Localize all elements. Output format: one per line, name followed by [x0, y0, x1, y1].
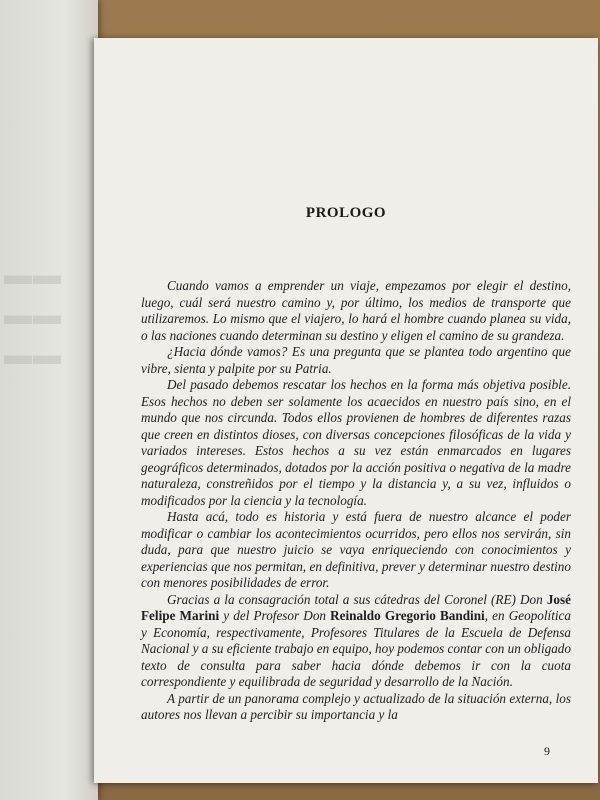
- paragraph: [141, 691, 571, 724]
- paragraph-text: A partir de un panorama complejo y actualizado de la situación externa, los autores nos llevan a percibir su importancia y la: [141, 690, 571, 722]
- previous-page-edge: [0, 0, 98, 800]
- author-name: Reinaldo Gregorio Bandini: [330, 608, 485, 623]
- paragraph: [141, 278, 571, 344]
- author-name: José Felipe Marini: [141, 591, 571, 623]
- page-title: PROLOGO: [305, 205, 387, 221]
- paragraph-text: y del Profesor Don: [219, 608, 331, 623]
- paragraph-text: Gracias a la consagración total a sus cátedras del Coronel (RE) Don: [167, 591, 547, 607]
- bleed-through-shadow: ▬▬: [4, 340, 62, 371]
- prologue-text: [141, 278, 571, 724]
- bleed-through-shadow: ▬▬: [4, 260, 62, 291]
- paragraph-text: ¿Hacia dónde vamos? Es una pregunta que se plantea todo argentino que vibre, sienta y palpite por su Patria.: [141, 344, 571, 376]
- paragraph-text: Del pasado debemos rescatar los hechos en la forma más objetiva posible. Esos hechos no deben ser solamente los acaecidos en nuestro país sino, en el mundo que nos circunda. Todos ellos provienen de hombres de diferentes razas que creen en distintos dioses, con diversas concepciones filosóficas de la vida y variados intereses. Estos hechos a su vez están enmarcados en lugares geográficos determinados, dotados por la acción positiva o negativa de la madre naturaleza, constreñidos por el tiempo y la distancia y, a su vez, influidos o modificados por la ciencia y la tecnología.: [141, 377, 571, 508]
- paragraph: [141, 509, 571, 592]
- page-number: 9: [544, 744, 550, 758]
- bleed-through-shadow: ▬▬: [4, 300, 62, 331]
- book-page: [94, 38, 598, 783]
- paragraph: [141, 344, 571, 377]
- paragraph-text: Hasta acá, todo es historia y está fuera de nuestro alcance el poder modificar o cambiar los acontecimientos ocurridos, pero ellos nos servirán, sin duda, para que nuestro juicio se vaya enriqueciendo con conocimientos y experiencias que nos permitan, en definitiva, prever y determinar nuestro destino con menores posibilidades de error.: [141, 509, 571, 590]
- paragraph-text: , en Geopolítica y Economía, respectivamente, Profesores Titulares de la Escuela de Defensa Nacional y a su eficiente trabajo en equipo, hoy podemos contar con un obligado texto de consulta para saber hacia dónde debemos ir con la cuota correspondiente y equilibrada de seguridad y desarrollo de la Nación.: [141, 608, 571, 689]
- paragraph: [141, 377, 571, 509]
- paragraph: [141, 592, 571, 691]
- paragraph-text: Cuando vamos a emprender un viaje, empezamos por elegir el destino, luego, cuál será nuestro camino y, por último, los medios de transporte que utilizaremos. Lo mismo que el viajero, lo hará el hombre cuando planea su vida, o las naciones cuando determinan su destino y eligen el camino de su grandeza.: [141, 278, 571, 343]
